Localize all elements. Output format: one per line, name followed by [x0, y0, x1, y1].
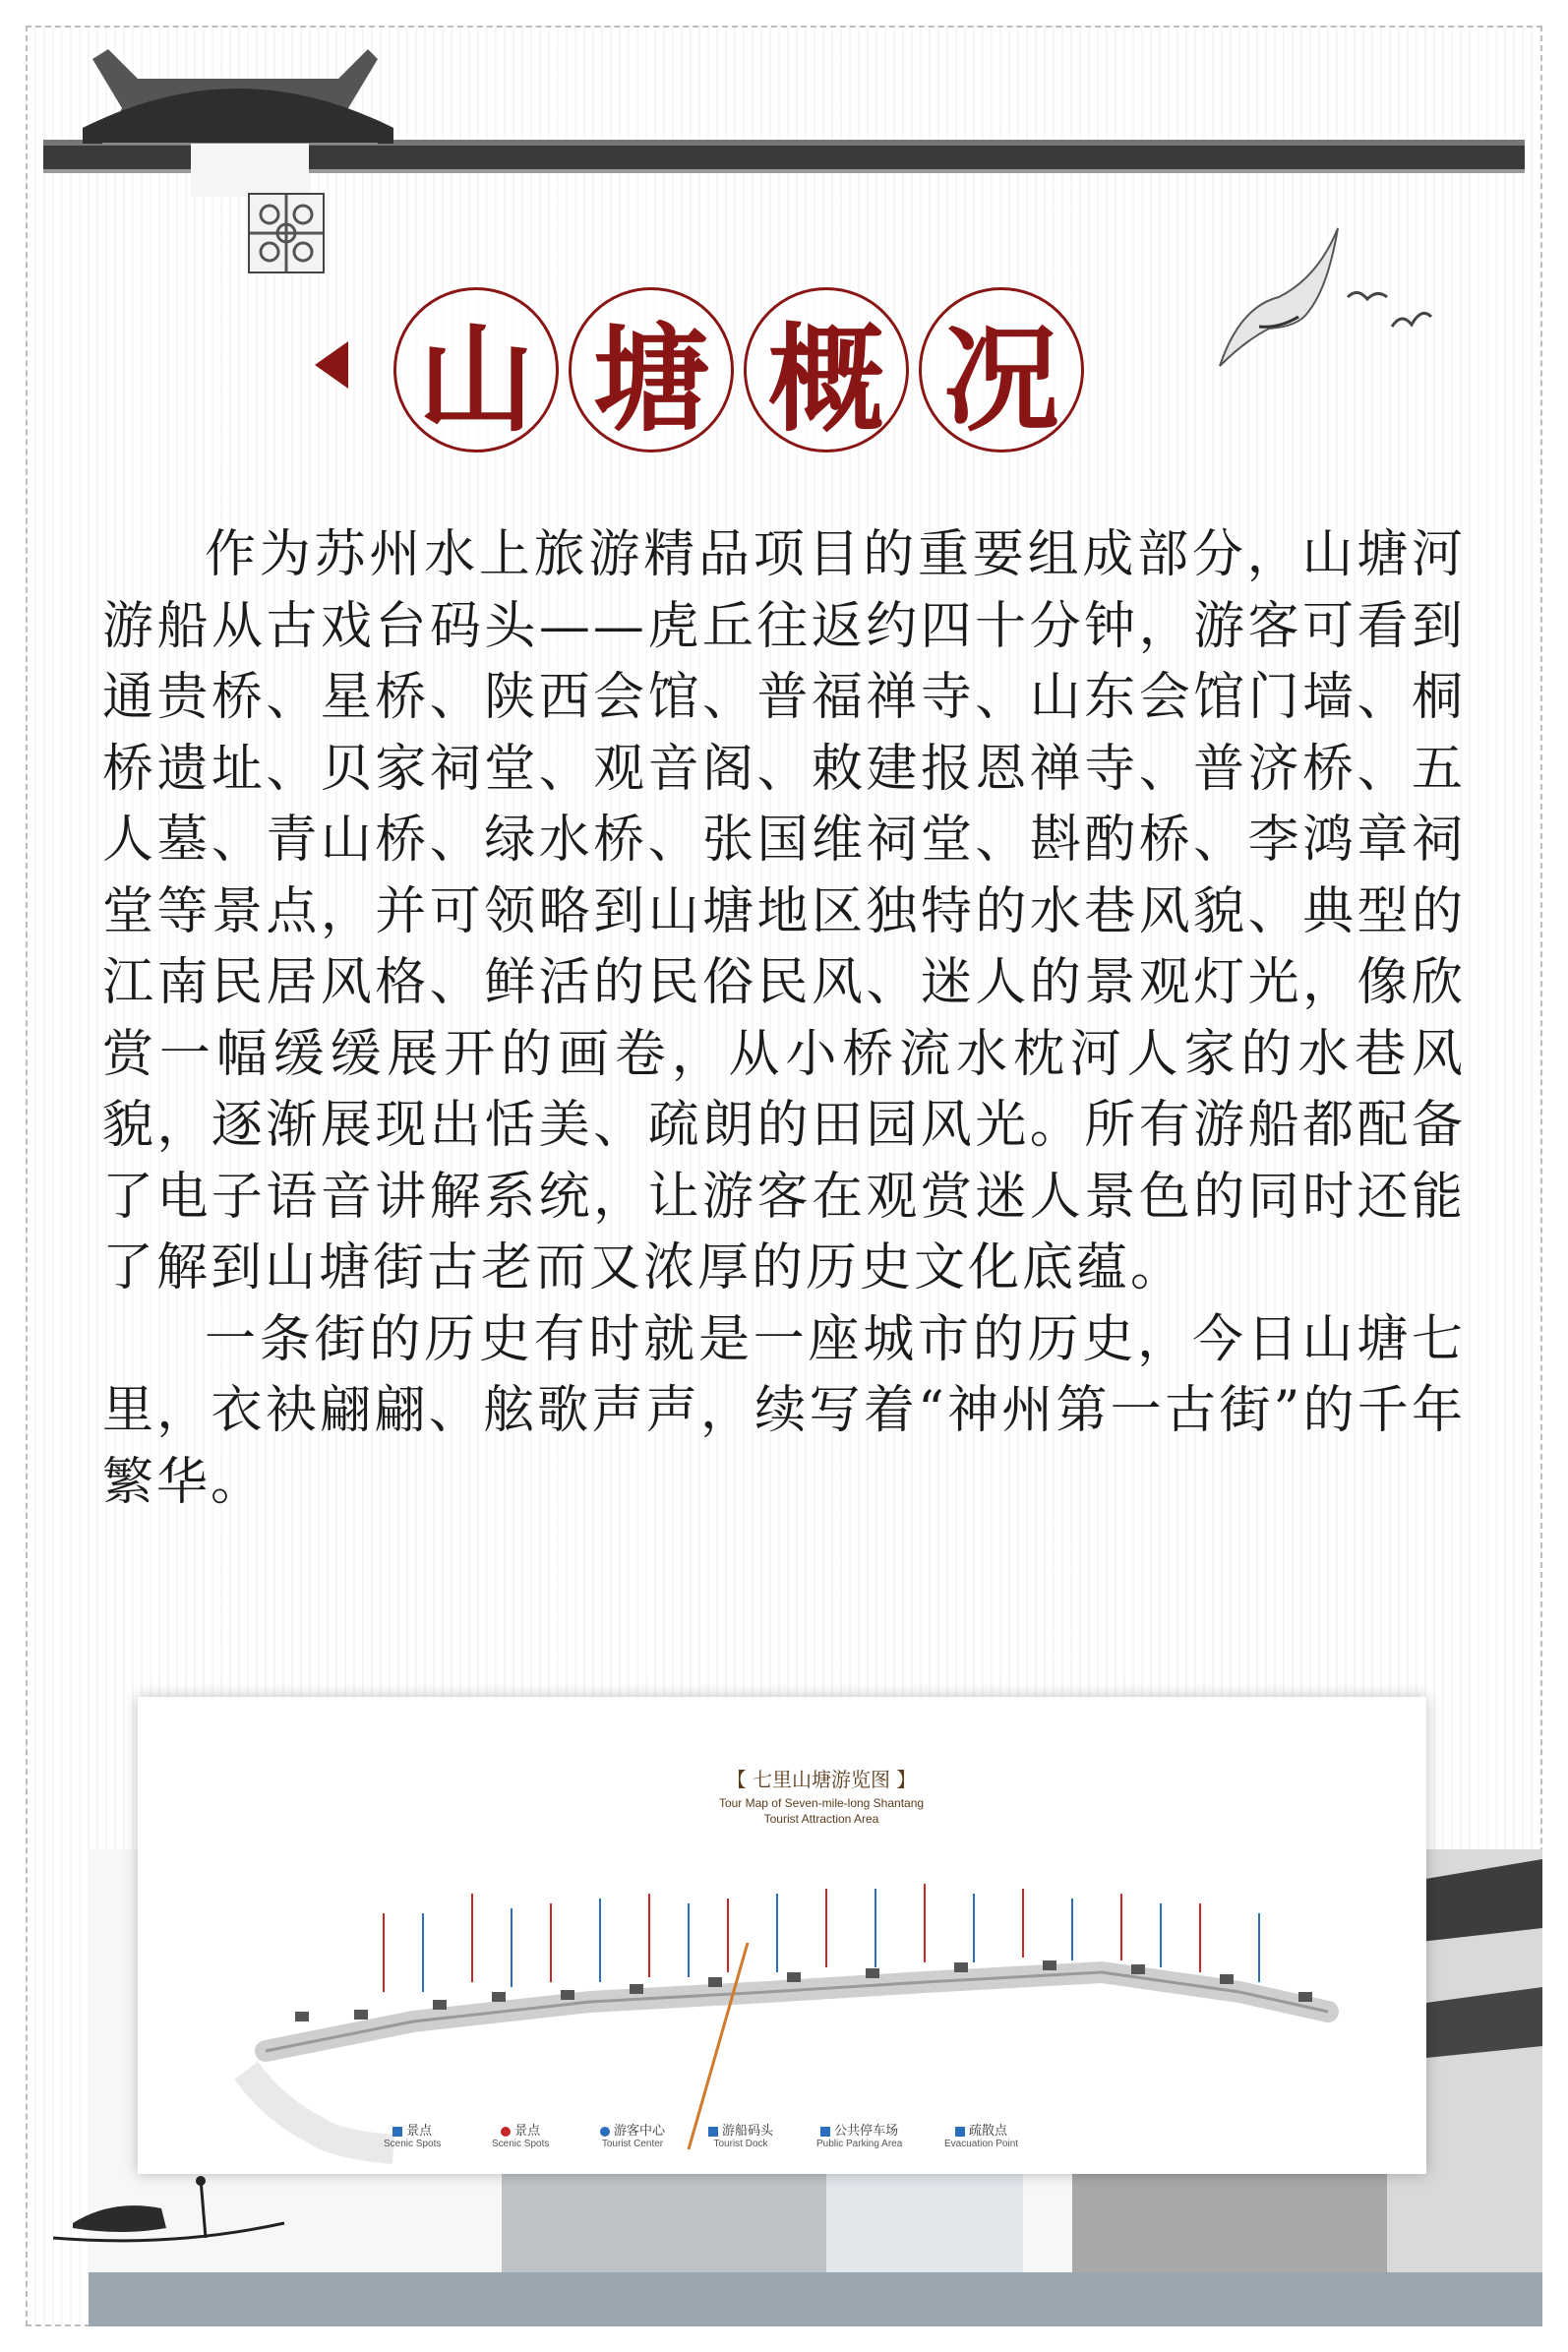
legend-item: [492, 2120, 549, 2149]
boat-illustration: [53, 2169, 289, 2258]
title-char: 概: [744, 287, 909, 452]
title-char: 塘: [569, 287, 734, 452]
map-legend: [138, 2120, 1426, 2159]
map-route-graphic: [138, 1697, 1426, 2174]
legend-marker-icon: [708, 2127, 718, 2137]
legend-label-en: Scenic Spots: [384, 2139, 442, 2149]
title-triangle-icon: [315, 341, 348, 389]
roof-illustration: [43, 49, 1525, 197]
legend-item: [384, 2120, 441, 2149]
legend-label-en: Tourist Center: [601, 2139, 664, 2149]
legend-label-en: Public Parking Area: [816, 2139, 903, 2149]
legend-marker-icon: [820, 2127, 830, 2137]
legend-label-en: Evacuation Point: [944, 2139, 1019, 2149]
legend-marker-icon: [955, 2127, 965, 2137]
legend-item: [708, 2120, 773, 2149]
legend-item: [944, 2120, 1018, 2149]
title-char: 山: [393, 287, 559, 452]
tour-map: [138, 1697, 1426, 2174]
map-title: 【 七里山塘游览图 】: [726, 1768, 917, 1791]
paragraph: 一条街的历史有时就是一座城市的历史，今日山塘七里，衣袂翩翩、舷歌声声，续写着“神州第一古街”的千年繁华。: [102, 1309, 1466, 1512]
legend-item: [816, 2120, 902, 2149]
seagulls-illustration: [1200, 218, 1436, 395]
legend-label-en: Tourist Dock: [713, 2139, 768, 2149]
legend-label: 景点: [406, 2124, 433, 2139]
map-subtitle-line: Tourist Attraction Area: [763, 1812, 879, 1826]
legend-label: 公共停车场: [834, 2124, 899, 2139]
legend-marker-icon: [600, 2127, 610, 2137]
legend-marker-icon: [392, 2127, 402, 2137]
legend-label: 游客中心: [614, 2124, 666, 2139]
legend-item: [600, 2120, 665, 2149]
lattice-window: [248, 193, 325, 273]
body-text: [102, 519, 1466, 1518]
paragraph: 作为苏州水上旅游精品项目的重要组成部分，山塘河游船从古戏台码头——虎丘往返约四十分钟，游客可看到通贵桥、星桥、陕西会馆、普福禅寺、山东会馆门墙、桐桥遗址、贝家祠堂、观音阁、敕建报恩禅寺、普济桥、五人墓、青山桥、绿水桥、张国维祠堂、斟酌桥、李鸿章祠堂等景点，并可领略到山塘地区独特的水巷风貌、典型的江南民居风格、鲜活的民俗民风、迷人的景观灯光，像欣赏一幅缓缓展开的画卷，从小桥流水枕河人家的水巷风貌，逐渐展现出恬美、疏朗的田园风光。所有游船都配备了电子语音讲解系统，让游客在观赏迷人景色的同时还能了解到山塘街古老而又浓厚的历史文化底蕴。: [102, 525, 1466, 1297]
legend-label: 疏散点: [969, 2124, 1008, 2139]
legend-label-en: Scenic Spots: [492, 2139, 550, 2149]
map-subtitle-line: Tour Map of Seven-mile-long Shantang: [718, 1796, 925, 1810]
section-title: [315, 287, 1161, 454]
legend-marker-icon: [501, 2127, 511, 2137]
legend-label: 景点: [514, 2124, 541, 2139]
title-char: 况: [919, 287, 1084, 452]
legend-label: 游船码头: [722, 2124, 774, 2139]
